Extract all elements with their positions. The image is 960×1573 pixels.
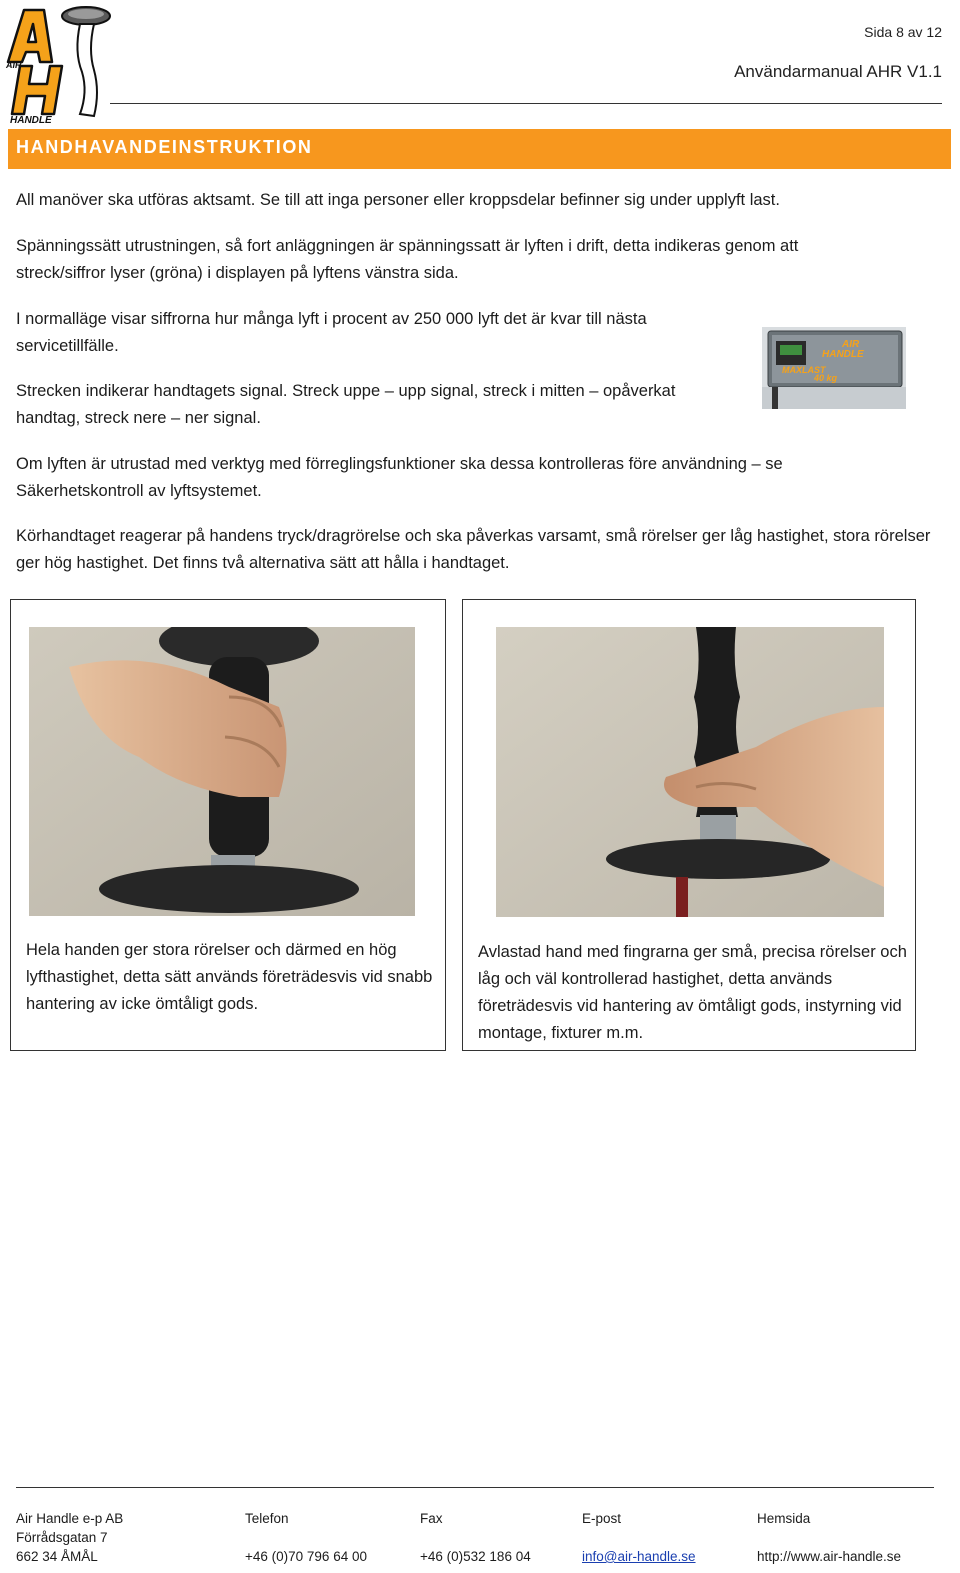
company-logo (2, 2, 114, 124)
paragraph-handle-control: Körhandtaget reagerar på handens tryck/dragrörelse och ska påverkas varsamt, små rörelser ger låg hastighet, stora rörelser ger hög hastighet. Det finns två alternativa sätt att hålla i handtaget. (16, 527, 931, 572)
paragraph-service-count: I normalläge visar siffrorna hur många lyft i procent av 250 000 lyft det är kvar till nästa servicetillfälle. (16, 310, 647, 355)
footer-divider (16, 1487, 934, 1488)
footer-email (582, 1509, 696, 1566)
footer-phone (245, 1509, 367, 1566)
paragraph-interlock: Om lyften är utrustad med verktyg med förreglingsfunktioner ska dessa kontrolleras före användning – se Säkerhetskontroll av lyftsystemet. (16, 455, 783, 500)
footer-phone-label: Telefon (245, 1511, 289, 1526)
footer-address (16, 1509, 123, 1566)
svg-text:AIR: AIR (6, 60, 22, 70)
footer-email-link[interactable]: info@air-handle.se (582, 1549, 696, 1564)
footer-postal: 662 34 ÅMÅL (16, 1549, 98, 1564)
footer-web (757, 1509, 901, 1566)
svg-text:MAXLAST: MAXLAST (782, 365, 826, 375)
section-heading: HANDHAVANDEINSTRUKTION (8, 129, 951, 169)
page-number: Sida 8 av 12 (864, 24, 942, 40)
svg-text:AIR: AIR (842, 339, 860, 350)
figure-caption-full-hand: Hela handen ger stora rörelser och därmed en hög lyfthastighet, detta sätt används företrädesvis vid snabb hantering av icke ömtåligt gods. (26, 941, 433, 1013)
document-title: Användarmanual AHR V1.1 (734, 62, 942, 81)
paragraph-safety: All manöver ska utföras aktsamt. Se till att inga personer eller kroppsdelar befinner sig under upplyft last. (16, 191, 780, 209)
footer-fax (420, 1509, 531, 1566)
footer-phone-number: +46 (0)70 796 64 00 (245, 1549, 367, 1564)
finger-grip-photo (496, 627, 884, 917)
footer-email-label: E-post (582, 1511, 622, 1526)
lift-display-photo (762, 327, 906, 409)
svg-text:HANDLE: HANDLE (10, 115, 52, 124)
footer-street: Förrådsgatan 7 (16, 1530, 108, 1545)
full-hand-grip-photo (29, 627, 415, 916)
figure-caption-fingers: Avlastad hand med fingrarna ger små, precisa rörelser och låg och väl kontrollerad hastighet, detta används företrädesvis vid hantering av ömtåligt gods, instyrning vid montage, fixturer m.m. (478, 943, 907, 1042)
svg-text:40 kg: 40 kg (814, 373, 838, 383)
footer-company: Air Handle e-p AB (16, 1511, 124, 1526)
paragraph-signal-bars: Strecken indikerar handtagets signal. Streck uppe – upp signal, streck i mitten – opåverkat handtag, streck nere – ner signal. (16, 382, 676, 427)
header-divider (110, 103, 942, 104)
footer-web-label: Hemsida (757, 1511, 811, 1526)
paragraph-power-on: Spänningssätt utrustningen, så fort anläggningen är spänningssatt är lyften i drift, detta indikeras genom att streck/siffror lyser (gröna) i displayen på lyftens vänstra sida. (16, 237, 799, 282)
footer-web-url: http://www.air-handle.se (757, 1549, 902, 1564)
svg-text:HANDLE: HANDLE (822, 349, 864, 360)
footer-fax-number: +46 (0)532 186 04 (420, 1549, 531, 1564)
footer-fax-label: Fax (420, 1511, 443, 1526)
